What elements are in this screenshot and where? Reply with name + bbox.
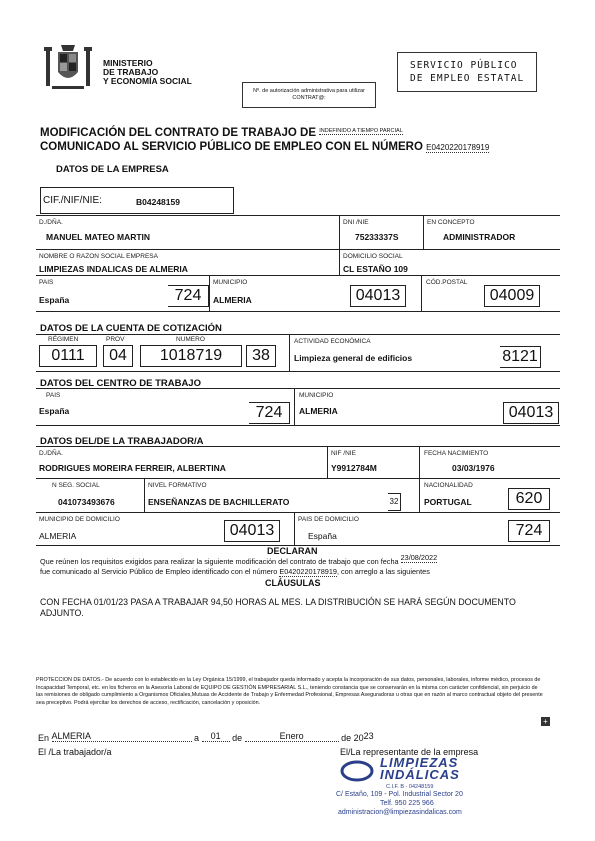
stamp-swirl-icon [340,759,374,783]
sepe-stamp: SERVICIO PÚBLICO DE EMPLEO ESTATAL [410,60,525,84]
trabajador-nationality-code: 620 [508,488,550,510]
empresa-country-code: 724 [168,285,209,307]
trabajador-municipality-code: 04013 [224,520,280,542]
company-signature-label: El/La representante de la empresa [340,747,479,757]
empresa-rep-dni: 75233337S [355,232,399,242]
trabajador-nss: 041073493676 [58,497,115,507]
centro-country: España [39,406,70,416]
stamp-email: administracion@limpiezasindalicas.com [338,809,462,816]
centro-country-code: 724 [249,402,290,424]
centro-municipality-code: 04013 [503,402,559,424]
cotizacion-dc: 38 [246,345,276,367]
declaran-heading: DECLARAN [267,546,318,556]
cotizacion-table: RÉGIMEN 0111 PROV 04 NUMERO 1018719 38 ACTIVIDAD ECONÓMICA Limpieza general de edificios 8121 [36,334,560,372]
trabajador-name: RODRIGUES MOREIRA FERREIR, ALBERTINA [39,463,226,473]
empresa-postal-code: 04009 [484,285,540,307]
trabajador-nif: Y9912784M [331,463,377,473]
stamp-address: C/ Estaño, 109 - Pol. Industrial Sector 20 [336,791,463,798]
actividad-code: 8121 [500,346,541,368]
trabajador-table: D./DÑA. RODRIGUES MOREIRA FERREIR, ALBERTINA NIF /NIE Y9912784M FECHA NACIMIENTO 03/03/1976 N SEG. SOCIAL 041073493676 NIVEL FORMATIVO ENSEÑANZAS DE BACHILLERATO 32 NACIONALIDAD PORTUGAL 620 MUNICIPIO DE DOMICILIO ALMERIA 04013 PAIS DE DOMICILIO España 724 [36,446,560,546]
trabajador-municipality: ALMERIA [39,531,77,541]
trabajador-heading: DATOS DEL/DE LA TRABAJADOR/A [40,436,204,447]
ministry-name: MINISTERIO DE TRABAJO Y ECONOMÍA SOCIAL [103,58,192,86]
trabajador-country-code: 724 [508,520,550,542]
empresa-municipality: ALMERIA [213,295,252,305]
regimen-code: 0111 [39,345,97,367]
cif-box: CIF./NIF/NIE: B04248159 [40,187,234,214]
empresa-heading: DATOS DE LA EMPRESA [56,164,169,175]
signature-date-line: En ALMERIA a 01 de Enero de 2023 [38,731,374,743]
cotizacion-heading: DATOS DE LA CUENTA DE COTIZACIÓN [40,323,222,334]
trabajador-education-code: 32 [388,493,401,511]
plus-icon: + [541,717,550,726]
authorization-box: Nº. de autorización administrativa para utilizar CONTRAT@: [242,82,376,108]
clausulas-text: CON FECHA 01/01/23 PASA A TRABAJAR 94,50 HORAS AL MES. LA DISTRIBUCIÓN SE HARÁ SEGÚN DOCUMENTO ADJUNTO. [40,597,516,618]
trabajador-country: España [308,531,337,541]
empresa-name: LIMPIEZAS INDALICAS DE ALMERIA [39,264,188,274]
actividad-economica: Limpieza general de edificios [294,353,413,363]
declaran-text: Que reúnen los requisitos exigidos para realizar la siguiente modificación del contrato de trabajo que con fecha 23/08/2022 fue comunicado al Servicio Público de Empleo identificado con el número E0420220178919, con arreglo a las siguientes [40,553,438,576]
empresa-rep-name: MANUEL MATEO MARTIN [46,232,151,242]
document-title: MODIFICACIÓN DEL CONTRATO DE TRABAJO DE $^{INDEFINIDO A TIEMPO PARCIAL}$ COMUNICADO AL SERVICIO PÚBLICO DE EMPLEO CON EL NÚMERO E0420220178919 [40,127,490,153]
empresa-table: D./DÑA. MANUEL MATEO MARTIN DNI /NIE 75233337S EN CONCEPTO ADMINISTRADOR NOMBRE O RAZON SOCIAL EMPRESA LIMPIEZAS INDALICAS DE ALMERIA DOMICILIO SOCIAL CL ESTAÑO 109 PAIS España 724 MUNICIPIO ALMERIA 04013 CÓD.POSTAL 04009 [36,215,560,313]
worker-signature-label: El /La trabajador/a [38,747,112,757]
stamp-cif: C.I.F. B - 04248159 [386,784,434,790]
trabajador-education: ENSEÑANZAS DE BACHILLERATO [148,497,290,507]
empresa-rep-role: ADMINISTRADOR [443,232,516,242]
centro-heading: DATOS DEL CENTRO DE TRABAJO [40,378,201,389]
coat-of-arms [42,42,94,92]
centro-table: PAIS España 724 MUNICIPIO ALMERIA 04013 [36,388,560,426]
prov-code: 04 [103,345,133,367]
trabajador-nationality: PORTUGAL [424,497,472,507]
centro-municipality: ALMERIA [299,406,338,416]
cotizacion-number: 1018719 [140,345,242,367]
clausulas-heading: CLÁUSULAS [265,578,321,588]
stamp-brand: LIMPIEZAS INDÁLICAS [380,755,460,782]
data-protection-text: PROTECCION DE DATOS.- De acuerdo con lo establecido en la Ley Orgánica 15/1999, el trabajador queda informado y acepta la incorporación de sus datos, personales, laborales, informe médico, procesos de Incapacidad Temporal, etc. en los ficheros en la Asesoría Laboral de EQUIPO DE GESTIÓN EMPRESARIAL S.L., teniendo constancia que se conservarán en la misma con carácter confidencial, sin perjuicio de las remisiones de obligado cumplimiento a Organismos Oficiales,Mutuas de Accidente de Trabajo y Enfermedad Profesional, Empresas Aseguradoras u otras que en razón al marco contractual objeto del presente sea preceptivo. Podrá ejercitar los derechos de acceso, rectificación, cancelación y oposición. [36,677,543,706]
stamp-phone: Telf. 950 225 966 [380,800,434,807]
sepe-stamp-box [397,52,537,92]
empresa-country: España [39,295,70,305]
company-stamp [336,757,496,817]
empresa-address: CL ESTAÑO 109 [343,264,408,274]
empresa-municipality-code: 04013 [350,285,406,307]
trabajador-birthdate: 03/03/1976 [452,463,495,473]
